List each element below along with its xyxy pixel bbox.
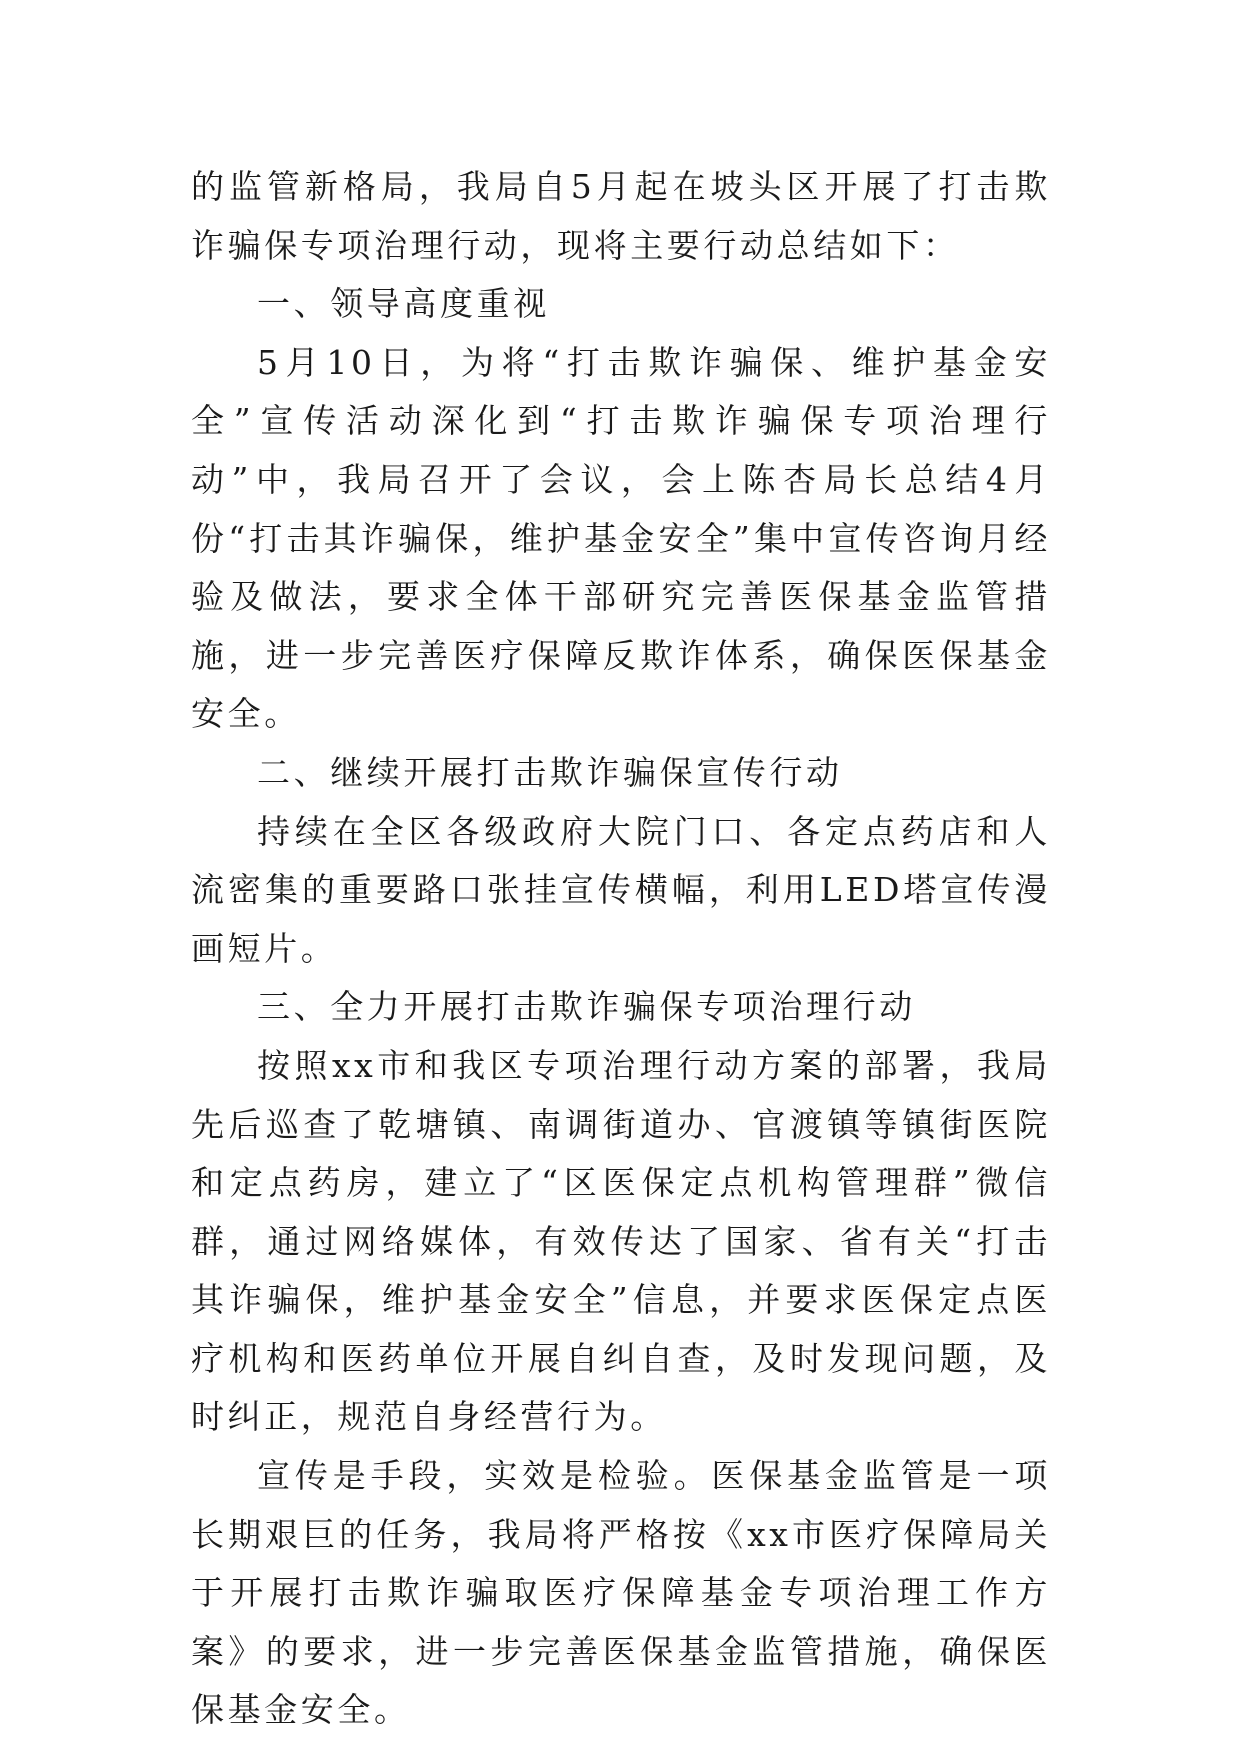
paragraph-section-2: 持续在全区各级政府大院门口、各定点药店和人流密集的重要路口张挂宣传横幅，利用LED塔宣传漫画短片。 xyxy=(191,811,1051,968)
heading-section-1: 一、领导高度重视 xyxy=(257,284,550,324)
paragraph-section-3: 按照xx市和我区专项治理行动方案的部署，我局先后巡查了乾塘镇、南调街道办、官渡镇等镇街医院和定点药房，建立了“区医保定点机构管理群”微信群，通过网络媒体，有效传达了国家、省有关“打击其诈骗保，维护基金安全”信息，并要求医保定点医疗机构和医药单位开展自纠自查，及时发现问题，及时纠正，规范自身经营行为。 xyxy=(191,1045,1051,1437)
document-body xyxy=(191,158,1051,1740)
paragraph-conclusion: 宣传是手段，实效是检验。医保基金监管是一项长期艰巨的任务，我局将严格按《xx市医疗保障局关于开展打击欺诈骗取医疗保障基金专项治理工作方案》的要求，进一步完善医保基金监管措施，确保医保基金安全。 xyxy=(191,1456,1051,1730)
heading-section-2: 二、继续开展打击欺诈骗保宣传行动 xyxy=(257,752,843,792)
paragraph-intro: 的监管新格局，我局自5月起在坡头区开展了打击欺诈骗保专项治理行动，现将主要行动总结如下： xyxy=(191,167,1051,265)
paragraph-section-1: 5月10日，为将“打击欺诈骗保、维护基金安全”宣传活动深化到“打击欺诈骗保专项治理行动”中，我局召开了会议，会上陈杏局长总结4月份“打击其诈骗保，维护基金安全”集中宣传咨询月经验及做法，要求全体干部研究完善医保基金监管措施，进一步完善医疗保障反欺诈体系，确保医保基金安全。 xyxy=(191,342,1051,734)
heading-section-3: 三、全力开展打击欺诈骗保专项治理行动 xyxy=(257,987,916,1027)
